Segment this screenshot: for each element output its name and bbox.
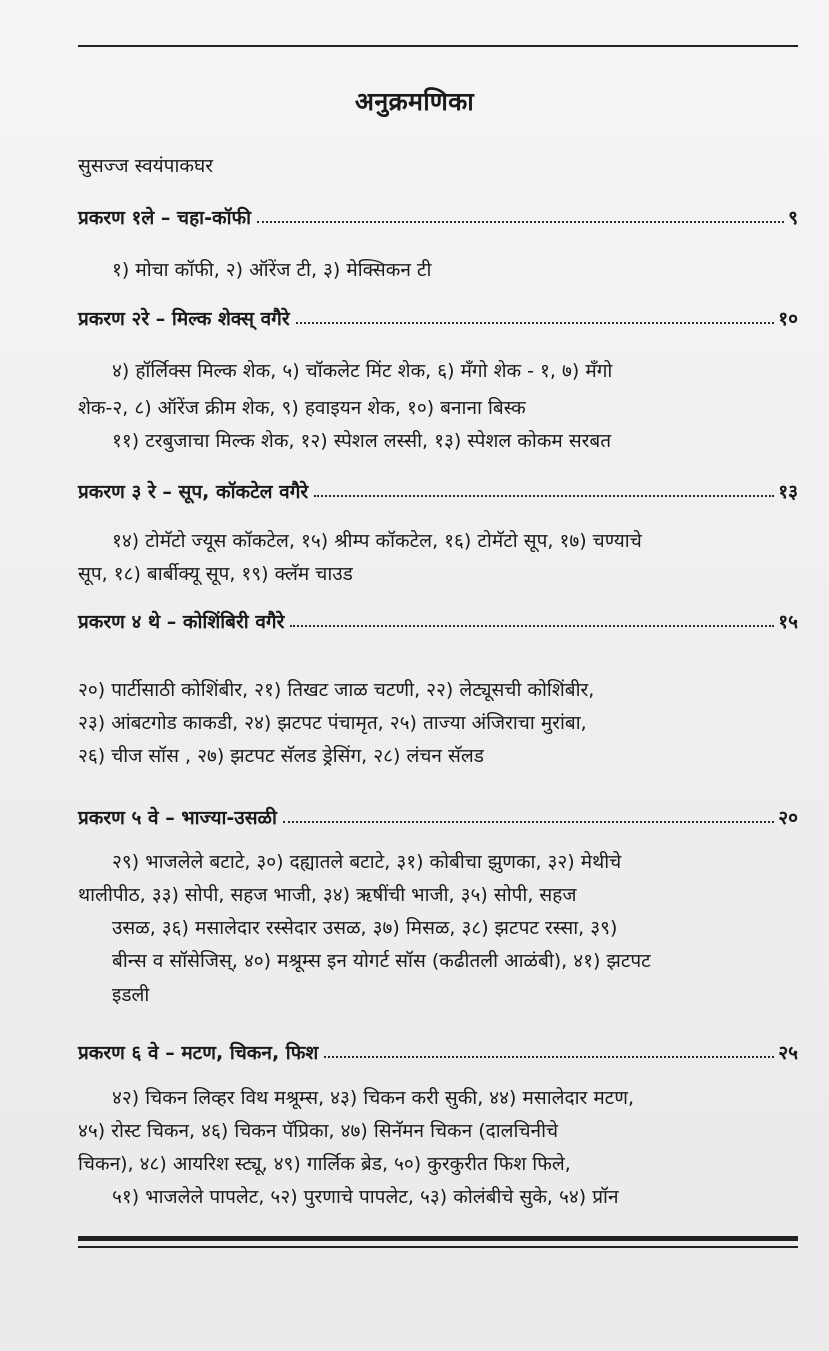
dot-leader (324, 1055, 774, 1058)
chapter-title: प्रकरण ४ थे – कोशिंबिरी वगैरे (78, 611, 285, 633)
chapter-3-heading (78, 474, 798, 504)
chapter-5-line-5: इडली (112, 984, 150, 1006)
bottom-rule-thick (78, 1236, 798, 1241)
chapter-5-line-1: २९) भाजलेले बटाटे, ३०) दह्यातले बटाटे, ३१) कोबीचा झुणका, ३२) मेथीचे (112, 851, 622, 873)
dot-leader (283, 820, 774, 823)
dot-leader (290, 624, 774, 627)
chapter-5-line-4: बीन्स व सॉसेजिस्, ४०) मश्रूम्स इन योगर्ट सॉस (कढीतली आळंबी), ४१) झटपट (112, 950, 651, 972)
chapter-3-line-1: १४) टोमॅटो ज्यूस कॉकटेल, १५) श्रीम्प कॉकटेल, १६) टोमॅटो सूप, १७) चण्याचे (112, 530, 642, 552)
chapter-page-number: २० (778, 807, 798, 829)
chapter-5-heading (78, 800, 798, 830)
chapter-4-line-3: २६) चीज सॉस , २७) झटपट सॅलड ड्रेसिंग, २८) लंचन सॅलड (78, 745, 484, 767)
dot-leader (314, 494, 774, 497)
chapter-6-line-2: ४५) रोस्ट चिकन, ४६) चिकन पॅप्रिका, ४७) सिनॅमन चिकन (दालचिनीचे (78, 1120, 559, 1142)
chapter-page-number: १५ (778, 611, 798, 633)
chapter-6-heading (78, 1035, 798, 1065)
chapter-1-heading (78, 200, 798, 230)
chapter-4-heading (78, 604, 798, 634)
chapter-6-line-3: चिकन), ४८) आयरिश स्ट्यू, ४९) गार्लिक ब्रेड, ५०) कुरकुरीत फिश फिले, (78, 1153, 571, 1175)
chapter-page-number: २५ (778, 1042, 798, 1064)
chapter-title: प्रकरण ६ वे – मटण, चिकन, फिश (78, 1042, 319, 1064)
chapter-5-line-2: थालीपीठ, ३३) सोपी, सहज भाजी, ३४) ऋषींची भाजी, ३५) सोपी, सहज (78, 884, 577, 906)
chapter-title: प्रकरण २रे – मिल्क शेक्स् वगैरे (78, 308, 290, 330)
chapter-5-line-3: उसळ, ३६) मसालेदार रस्सेदार उसळ, ३७) मिसळ, ३८) झटपट रस्सा, ३९) (112, 917, 618, 939)
chapter-3-line-2: सूप, १८) बार्बीक्यू सूप, १९) क्लॅम चाउड (78, 563, 353, 585)
chapter-title: प्रकरण ३ रे – सूप, कॉकटेल वगैरे (78, 481, 309, 503)
chapter-title: प्रकरण ५ वे – भाज्या-उसळी (78, 807, 277, 829)
chapter-2-line-3: ११) टरबुजाचा मिल्क शेक, १२) स्पेशल लस्सी, १३) स्पेशल कोकम सरबत (112, 430, 612, 452)
dot-leader (296, 321, 775, 324)
chapter-2-line-1: ४) हॉर्लिक्स मिल्क शेक, ५) चॉकलेट मिंट शेक, ६) मँगो शेक - १, ७) मँगो (112, 360, 613, 382)
page-title: अनुक्रमणिका (354, 87, 475, 116)
chapter-6-line-4: ५१) भाजलेले पापलेट, ५२) पुरणाचे पापलेट, ५३) कोलंबीचे सुके, ५४) प्रॉन (112, 1186, 619, 1208)
intro-heading: सुसज्ज स्वयंपाकघर (78, 155, 213, 177)
chapter-4-line-2: २३) आंबटगोड काकडी, २४) झटपट पंचामृत, २५) ताज्या अंजिराचा मुरांबा, (78, 712, 587, 734)
chapter-page-number: १० (778, 308, 798, 330)
chapter-6-line-1: ४२) चिकन लिव्हर विथ मश्रूम्स, ४३) चिकन करी सुकी, ४४) मसालेदार मटण, (112, 1087, 635, 1109)
chapter-4-line-1: २०) पार्टीसाठी कोशिंबीर, २१) तिखट जाळ चटणी, २२) लेट्यूसची कोशिंबीर, (78, 679, 595, 701)
bottom-rule-thin (78, 1246, 798, 1248)
top-rule (78, 45, 798, 47)
chapter-page-number: ९ (788, 207, 798, 229)
chapter-page-number: १३ (778, 481, 798, 503)
chapter-title: प्रकरण १ले – चहा-कॉफी (78, 207, 252, 229)
chapter-2-heading (78, 301, 798, 331)
chapter-1-line-1: १) मोचा कॉफी, २) ऑरेंज टी, ३) मेक्सिकन टी (112, 259, 432, 281)
dot-leader (257, 220, 784, 223)
chapter-2-line-2: शेक-२, ८) ऑरेंज क्रीम शेक, ९) हवाइयन शेक, १०) बनाना बिस्क (78, 397, 526, 419)
